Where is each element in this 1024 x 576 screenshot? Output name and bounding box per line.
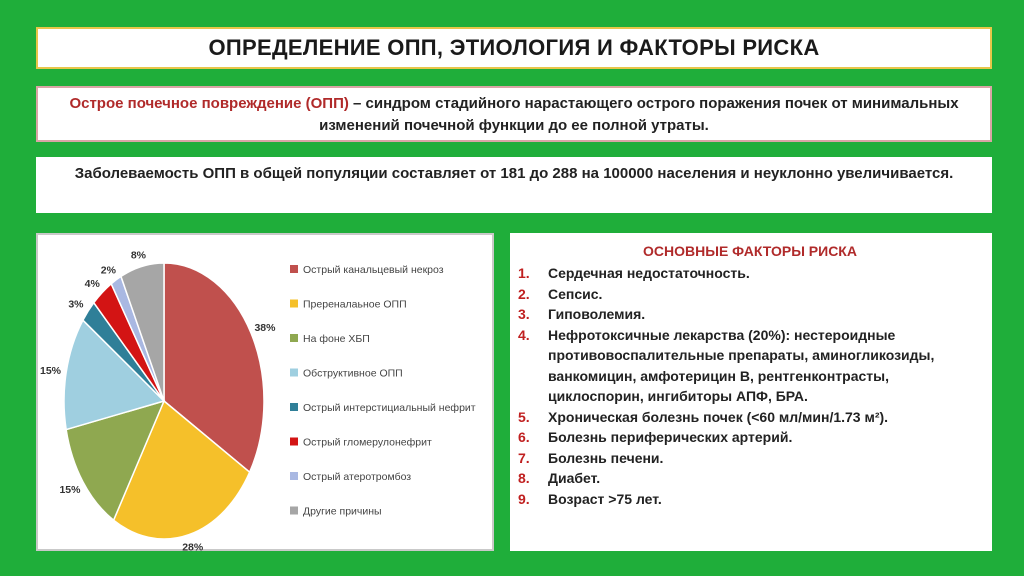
legend-label: Пререналаьное ОПП: [303, 298, 407, 311]
pie-slice-percent-label: 38%: [254, 322, 276, 335]
etiology-pie-chart: [36, 233, 494, 551]
slide-title: ОПРЕДЕЛЕНИЕ ОПП, ЭТИОЛОГИЯ И ФАКТОРЫ РИСКА: [208, 35, 820, 60]
definition-text: – синдром стадийного нарастающего острого поражения почек от минимальных изменений почечной функции до ее полной утраты.: [319, 95, 959, 134]
legend-label: Острый гломерулонефрит: [303, 436, 432, 449]
legend-swatch: [290, 507, 298, 515]
definition-box: [36, 86, 992, 142]
legend-label: Обструктивное ОПП: [303, 367, 403, 380]
risk-item-number: 2.: [518, 285, 530, 302]
risk-item: [518, 325, 982, 407]
risk-item: [518, 304, 982, 325]
risk-item-text: Болезнь периферических артерий.: [548, 429, 793, 445]
legend-label: Другие причины: [303, 505, 382, 518]
risk-item: [518, 448, 982, 469]
pie-slice-percent-label: 8%: [130, 249, 147, 262]
legend-label: Острый атеротромбоз: [303, 471, 412, 483]
legend-swatch: [290, 300, 298, 308]
legend-swatch: [290, 403, 298, 411]
legend-label: Острый интерстициальный нефрит: [303, 402, 476, 414]
risk-item-text: Сепсис.: [548, 285, 603, 302]
definition-term: Острое почечное повреждение (ОПП): [69, 95, 349, 112]
risk-item-number: 1.: [518, 265, 530, 281]
risk-item-number: 9.: [518, 490, 530, 507]
risk-item-number: 7.: [518, 449, 530, 466]
pie-slice-percent-label: 15%: [59, 483, 81, 496]
legend-swatch: [290, 438, 298, 446]
risk-item-text: Гиповолемия.: [548, 306, 646, 322]
pie-slice-percent-label: 28%: [182, 541, 204, 551]
risk-item-number: 5.: [518, 408, 530, 425]
risk-item-number: 6.: [518, 429, 530, 445]
legend-swatch: [290, 265, 298, 273]
risk-factors-box: [510, 233, 992, 551]
risk-item: [518, 489, 982, 510]
risk-item: [518, 284, 982, 305]
pie-chart-svg: [38, 235, 494, 551]
slide-title-box: [36, 27, 992, 69]
risk-item: [518, 263, 982, 284]
legend-label: Острый канальцевый некроз: [303, 264, 444, 276]
risk-item: [518, 407, 982, 428]
risk-item-text: Сердечная недостаточность.: [548, 265, 750, 281]
legend-label: На фоне ХБП: [303, 333, 370, 345]
risk-item-text: Диабет.: [548, 470, 601, 486]
risk-item: [518, 468, 982, 489]
risk-item-number: 3.: [518, 306, 530, 322]
risk-factors-list: [518, 263, 982, 509]
risk-factors-title: ОСНОВНЫЕ ФАКТОРЫ РИСКА: [643, 243, 857, 259]
incidence-text: Заболеваемость ОПП в общей популяции составляет от 181 до 288 на 100000 населения и неуклонно увеличивается.: [74, 165, 954, 182]
risk-item-text: Болезнь печени.: [548, 449, 664, 466]
risk-item-text: Хроническая болезнь почек (<60 мл/мин/1.73 м²).: [548, 408, 889, 425]
legend-swatch: [290, 334, 298, 342]
legend-swatch: [290, 472, 298, 480]
pie-slice-percent-label: 2%: [100, 264, 116, 277]
risk-item-text: Возраст >75 лет.: [548, 490, 662, 507]
risk-item-number: 4.: [518, 326, 530, 343]
pie-slice-percent-label: 4%: [84, 278, 100, 291]
risk-item-text: Нефротоксичные лекарства (20%): нестероидные противовоспалительные препараты, аминогликозиды, ванкомицин, амфотерицин В, рентгенконтрасты, циклоспорин, ингибиторы АПФ, БРА.: [548, 326, 935, 404]
pie-slice-percent-label: 15%: [40, 364, 62, 377]
incidence-box: [36, 157, 992, 213]
legend-swatch: [290, 369, 298, 377]
risk-item-number: 8.: [518, 470, 530, 486]
risk-item: [518, 427, 982, 448]
pie-slice-percent-label: 3%: [68, 298, 84, 311]
